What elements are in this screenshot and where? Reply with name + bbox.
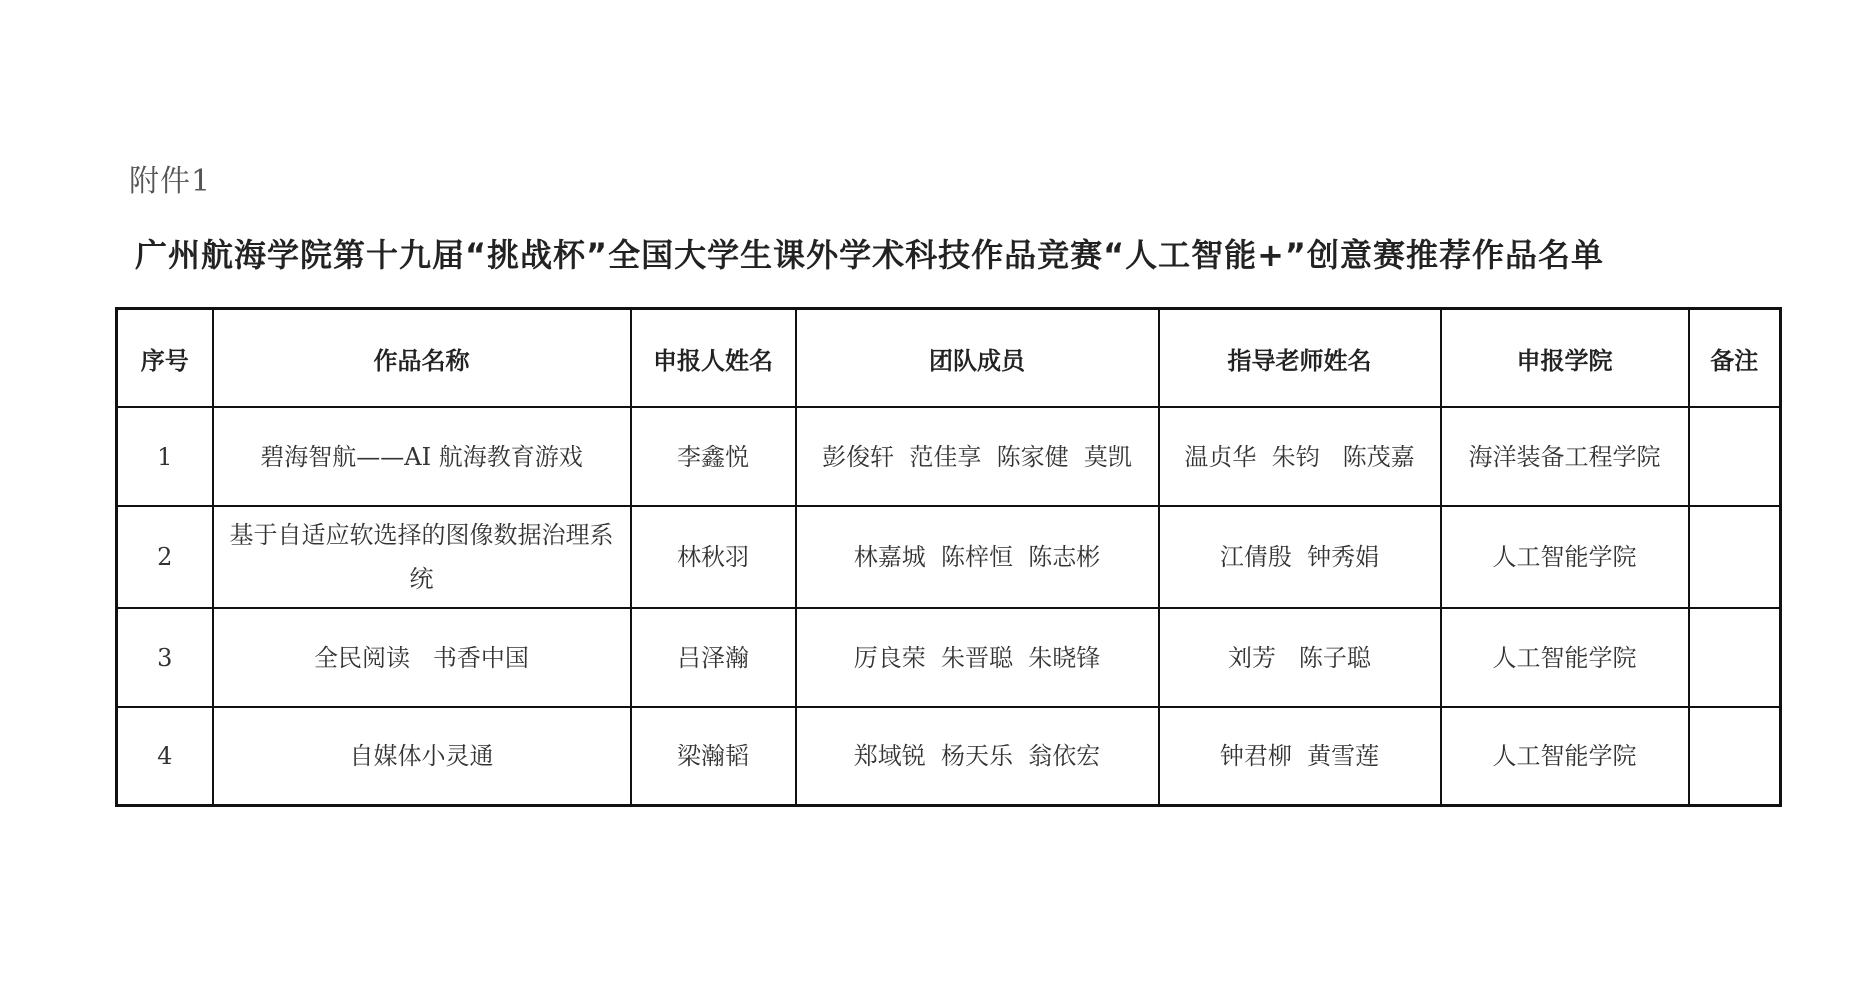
cell-college: 海洋装备工程学院: [1441, 407, 1689, 506]
cell-no: 2: [117, 506, 213, 608]
cell-no: 3: [117, 608, 213, 707]
document-title: 广州航海学院第十九届“挑战杯”全国大学生课外学术科技作品竞赛“人工智能+”创意赛推荐作品名单: [135, 236, 1604, 274]
cell-work-name: 碧海智航——AI 航海教育游戏: [213, 407, 631, 506]
cell-no: 1: [117, 407, 213, 506]
table-row: [117, 608, 1781, 707]
cell-college: 人工智能学院: [1441, 707, 1689, 806]
cell-team-members: 彭俊轩 范佳享 陈家健 莫凯: [796, 407, 1159, 506]
table-row: [117, 506, 1781, 608]
cell-applicant: 林秋羽: [631, 506, 796, 608]
cell-team-members: 林嘉城 陈梓恒 陈志彬: [796, 506, 1159, 608]
header-remark: 备注: [1689, 309, 1781, 408]
cell-remark: [1689, 506, 1781, 608]
cell-remark: [1689, 707, 1781, 806]
recommended-works-table: [115, 307, 1782, 807]
cell-advisors: 江倩殷 钟秀娟: [1159, 506, 1441, 608]
cell-advisors: 刘芳 陈子聪: [1159, 608, 1441, 707]
table-row: [117, 707, 1781, 806]
cell-remark: [1689, 407, 1781, 506]
cell-work-name: 基于自适应软选择的图像数据治理系统: [213, 506, 631, 608]
cell-advisors: 钟君柳 黄雪莲: [1159, 707, 1441, 806]
cell-remark: [1689, 608, 1781, 707]
header-college: 申报学院: [1441, 309, 1689, 408]
cell-team-members: 厉良荣 朱晋聪 朱晓锋: [796, 608, 1159, 707]
header-team-members: 团队成员: [796, 309, 1159, 408]
cell-no: 4: [117, 707, 213, 806]
cell-applicant: 李鑫悦: [631, 407, 796, 506]
header-advisors: 指导老师姓名: [1159, 309, 1441, 408]
header-applicant: 申报人姓名: [631, 309, 796, 408]
table-row: [117, 407, 1781, 506]
attachment-label: 附件1: [129, 164, 212, 199]
cell-team-members: 郑域锐 杨天乐 翁依宏: [796, 707, 1159, 806]
cell-work-name: 自媒体小灵通: [213, 707, 631, 806]
cell-college: 人工智能学院: [1441, 608, 1689, 707]
cell-applicant: 梁瀚韬: [631, 707, 796, 806]
header-no: 序号: [117, 309, 213, 408]
cell-advisors: 温贞华 朱钧 陈茂嘉: [1159, 407, 1441, 506]
header-work-name: 作品名称: [213, 309, 631, 408]
cell-college: 人工智能学院: [1441, 506, 1689, 608]
cell-work-name: 全民阅读 书香中国: [213, 608, 631, 707]
table-header-row: [117, 309, 1781, 408]
cell-applicant: 吕泽瀚: [631, 608, 796, 707]
